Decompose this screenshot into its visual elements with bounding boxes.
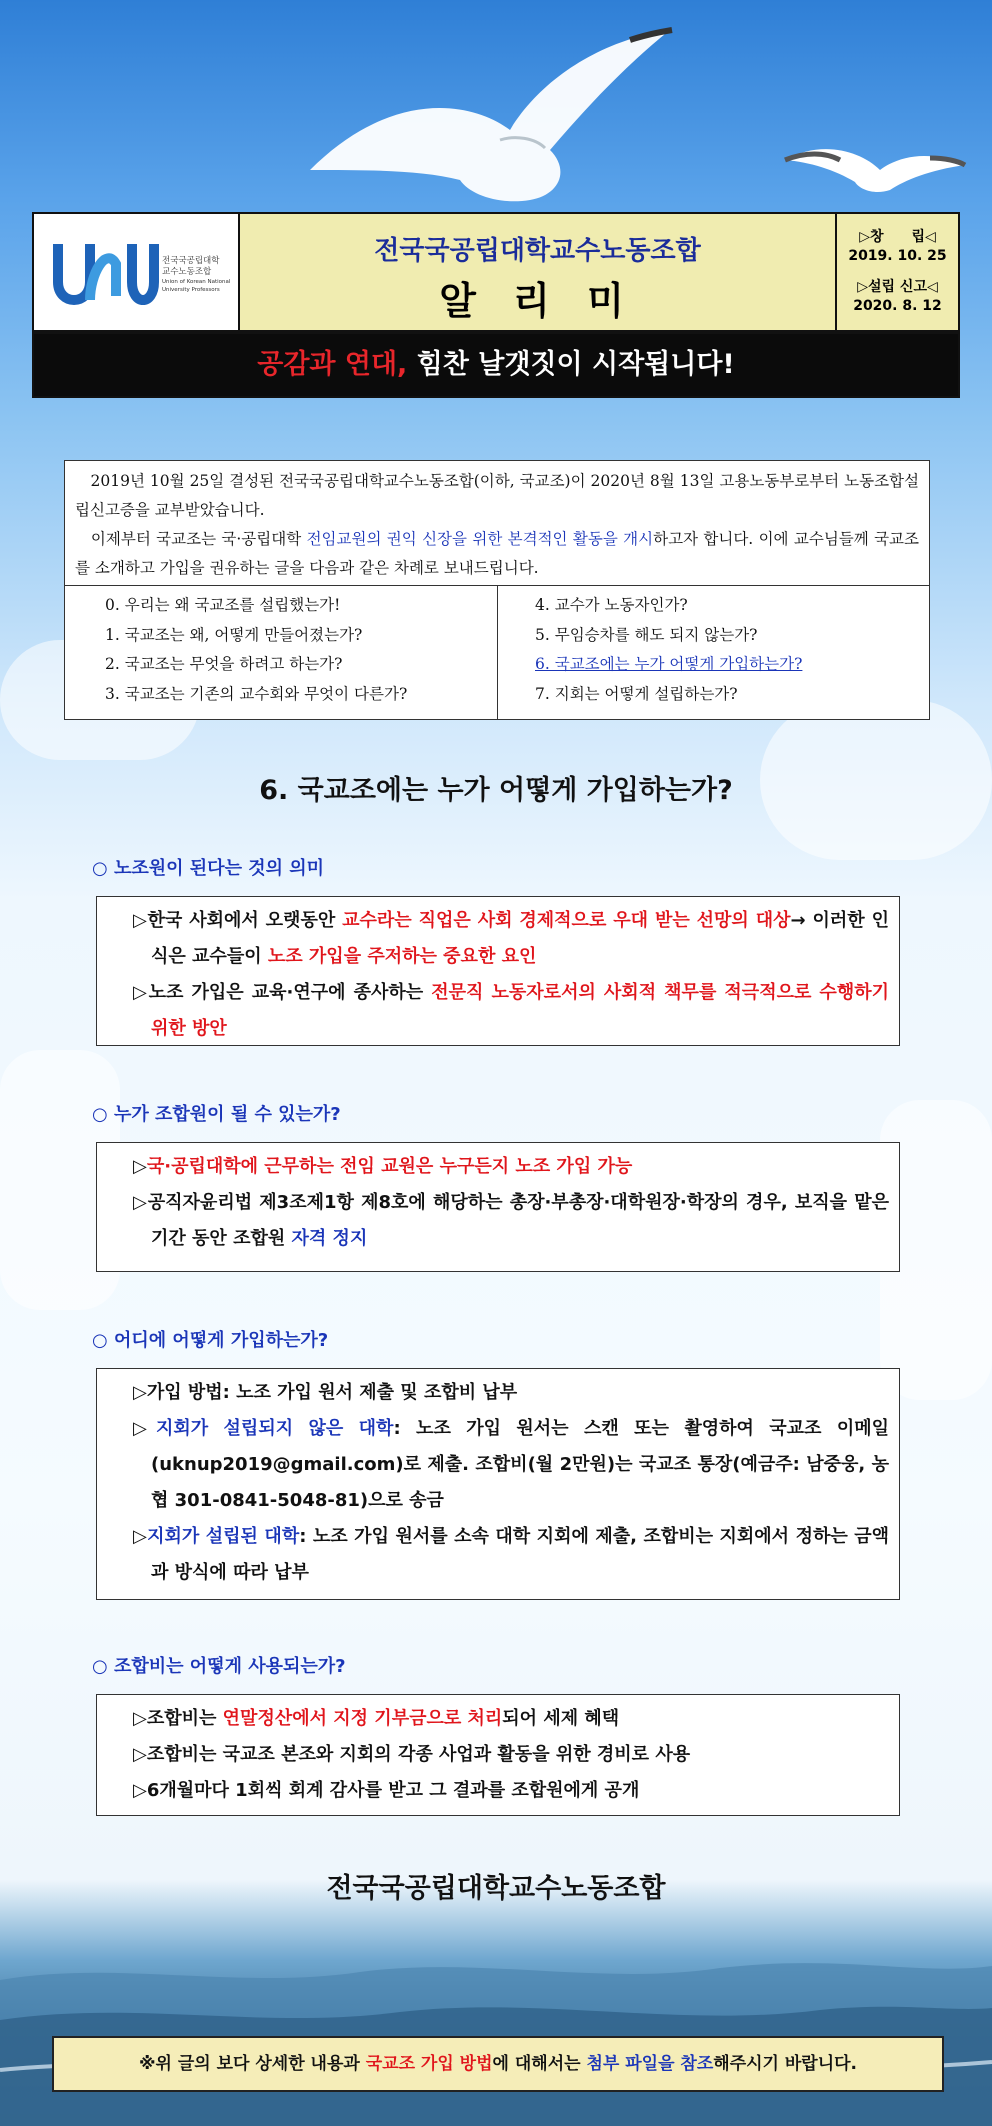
notice-span: 해주시기 바랍니다. bbox=[713, 2054, 858, 2074]
main-title: 6. 국교조에는 누가 어떻게 가입하는가? bbox=[259, 775, 733, 806]
toc-item[interactable]: 5. 무임승차를 해도 되지 않는가? bbox=[535, 625, 758, 644]
bulletin-title: 알 리 미 bbox=[439, 278, 636, 323]
seagull-icon bbox=[780, 130, 970, 210]
bullet-text: ▷조합비는 bbox=[133, 1708, 223, 1729]
toc-item[interactable]: 2. 국교조는 무엇을 하려고 하는가? bbox=[105, 655, 343, 673]
bullet-highlight: 노조 가입을 주저하는 중요한 요인 bbox=[267, 946, 537, 967]
section-heading: ○ 조합비는 어떻게 사용되는가? bbox=[92, 1656, 346, 1677]
section-content bbox=[133, 1375, 889, 1591]
closing-org-name: 전국국공립대학교수노동조합 bbox=[326, 1873, 666, 1904]
intro-text-span: 하고자 합니다. 이에 교수님들께 국교조를 소개하고 가입을 권유하는 글을 다음과 같은 차례로 보내드립니다. bbox=[75, 530, 920, 577]
slogan-banner bbox=[32, 332, 960, 398]
union-logo-icon bbox=[50, 234, 160, 312]
logo-wordmark bbox=[162, 256, 230, 294]
registration-label: ▷설립 신고◁ bbox=[857, 279, 938, 295]
section-content bbox=[133, 1701, 889, 1809]
section-box bbox=[96, 1142, 900, 1272]
bullet-item: ▷가입 방법: 노조 가입 원서 제출 및 조합비 납부 bbox=[133, 1382, 518, 1403]
section-box bbox=[96, 1368, 900, 1600]
bullet-item bbox=[133, 1411, 889, 1519]
bullet-text: 되어 세제 혜택 bbox=[502, 1708, 620, 1729]
bullet-text: ▷노조 가입은 교육·연구에 종사하는 bbox=[133, 982, 432, 1003]
bullet-item bbox=[133, 975, 889, 1047]
section-box bbox=[96, 1694, 900, 1816]
bullet-marker: ▷ bbox=[133, 1156, 147, 1177]
bullet-highlight: 교수라는 직업은 사회 경제적으로 우대 받는 선망의 대상 bbox=[342, 910, 791, 931]
registration-date: 2020. 8. 12 bbox=[853, 298, 942, 314]
bullet-highlight: 지회가 설립된 대학 bbox=[147, 1526, 300, 1547]
bullet-text: : 노조 가입 원서는 스캔 또는 촬영하여 국교조 이메일(uknup2019@gmail.com)로 제출. 조합비(월 2만원)는 국교조 통장(예금주: 남중웅, 농협 301-0841-5048-81)으로 송금 bbox=[151, 1418, 889, 1511]
date-cell bbox=[837, 214, 958, 330]
bullet-item: ▷조합비는 국교조 본조와 지회의 각종 사업과 활동을 위한 경비로 사용 bbox=[133, 1744, 691, 1765]
founding-date: 2019. 10. 25 bbox=[848, 248, 947, 264]
intro-text bbox=[75, 467, 919, 583]
toc-item[interactable]: 7. 지회는 어떻게 설립하는가? bbox=[535, 684, 738, 703]
divider bbox=[497, 585, 498, 719]
section-content bbox=[133, 903, 889, 1047]
toc-item[interactable]: 0. 우리는 왜 국교조를 설립했는가! bbox=[105, 596, 341, 614]
notice-highlight: 첨부 파일을 참조 bbox=[586, 2054, 714, 2074]
seagull-icon bbox=[300, 20, 680, 240]
notice-text bbox=[139, 2054, 857, 2074]
section-content bbox=[133, 1149, 889, 1257]
intro-box bbox=[64, 460, 930, 720]
bullet-highlight: 전문직 노동자로서의 사회적 책무를 적극적으로 수행하기 위한 방안 bbox=[151, 982, 889, 1039]
intro-paragraph: 2019년 10월 25일 결성된 전국국공립대학교수노동조합(이하, 국교조)이 2020년 8월 13일 고용노동부로부터 노동조합설립신고증을 교부받았습니다. bbox=[75, 472, 919, 519]
bullet-text: : 노조 가입 원서를 소속 대학 지회에 제출, 조합비는 지회에서 정하는 금액과 방식에 따라 납부 bbox=[151, 1526, 890, 1583]
section-heading: ○ 어디에 어떻게 가입하는가? bbox=[92, 1330, 329, 1351]
bullet-highlight: 국·공립대학에 근무하는 전임 교원은 누구든지 노조 가입 가능 bbox=[146, 1156, 633, 1177]
toc-left-column bbox=[105, 591, 407, 709]
bullet-highlight: 연말정산에서 지정 기부금으로 처리 bbox=[222, 1708, 503, 1729]
toc-right-column bbox=[535, 591, 802, 709]
bullet-item bbox=[133, 1149, 889, 1185]
bullet-highlight: 지회가 설립되지 않은 대학 bbox=[155, 1418, 394, 1439]
bullet-item bbox=[133, 1185, 889, 1257]
notice-span: ※위 글의 보다 상세한 내용과 bbox=[138, 2054, 366, 2074]
intro-paragraph bbox=[75, 525, 919, 583]
slogan-white: 힘찬 날갯짓이 시작됩니다! bbox=[407, 349, 735, 380]
founding-label: ▷창 립◁ bbox=[859, 229, 936, 245]
bullet-marker: ▷ bbox=[133, 1526, 148, 1547]
slogan-red: 공감과 연대, bbox=[257, 349, 408, 380]
intro-text-span: 이제부터 국교조는 국·공립대학 bbox=[75, 530, 307, 548]
logo-text-en: University Professors bbox=[162, 287, 220, 293]
bullet-text: ▷한국 사회에서 오랫동안 bbox=[133, 910, 343, 931]
toc-item-current[interactable]: 6. 국교조에는 누가 어떻게 가입하는가? bbox=[535, 655, 803, 673]
bullet-item: ▷6개월마다 1회씩 회계 감사를 받고 그 결과를 조합원에게 공개 bbox=[133, 1780, 640, 1801]
toc-item[interactable]: 3. 국교조는 기존의 교수회와 무엇이 다른가? bbox=[105, 684, 408, 703]
logo-cell bbox=[34, 214, 240, 330]
notice-span: 에 대해서는 bbox=[492, 2054, 587, 2074]
toc-item[interactable]: 4. 교수가 노동자인가? bbox=[535, 596, 688, 614]
section-heading: ○ 노조원이 된다는 것의 의미 bbox=[92, 858, 325, 879]
notice-highlight: 국교조 가입 방법 bbox=[365, 2054, 493, 2074]
bullet-text: ▷공직자윤리법 제3조제1항 제8호에 해당하는 총장·부총장·대학원장·학장의 경우, 보직을 맡은 기간 동안 조합원 bbox=[133, 1192, 889, 1249]
bullet-text: → 이러한 인식은 교수들이 bbox=[151, 910, 889, 967]
intro-highlight: 전임교원의 권익 신장을 위한 본격적인 활동을 개시 bbox=[306, 530, 654, 548]
slogan-text bbox=[257, 349, 735, 380]
bullet-marker: ▷ bbox=[133, 1418, 156, 1439]
logo-text: 전국국공립대학 bbox=[162, 256, 220, 266]
title-cell bbox=[240, 214, 837, 330]
logo-text-en: Union of Korean National bbox=[162, 279, 231, 285]
toc-item[interactable]: 1. 국교조는 왜, 어떻게 만들어졌는가? bbox=[105, 625, 363, 644]
bullet-item bbox=[133, 1701, 889, 1737]
bullet-item bbox=[133, 903, 889, 975]
bullet-item bbox=[133, 1519, 889, 1591]
header bbox=[32, 212, 960, 332]
notice-box bbox=[52, 2036, 944, 2092]
org-title: 전국국공립대학교수노동조합 bbox=[374, 236, 701, 266]
logo-text: 교수노동조합 bbox=[162, 267, 212, 277]
section-heading: ○ 누가 조합원이 될 수 있는가? bbox=[92, 1104, 341, 1125]
section-box bbox=[96, 896, 900, 1046]
bullet-highlight: 자격 정지 bbox=[291, 1228, 368, 1249]
